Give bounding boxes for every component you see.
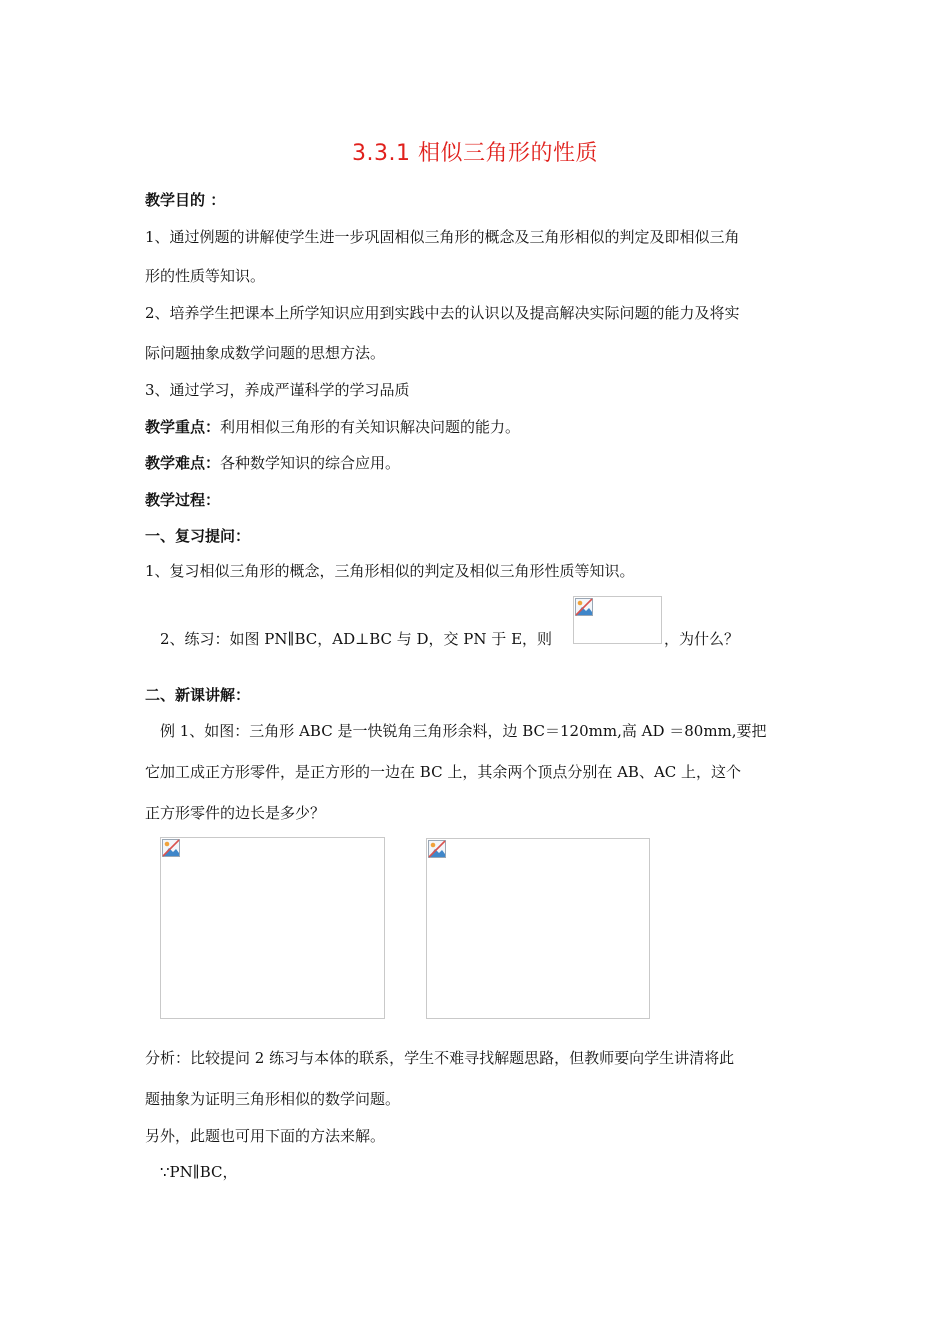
review-item-2-text: 2、练习：如图 PN∥BC，AD⊥BC 与 D，交 PN 于 E，则 [160,630,553,648]
broken-image-icon [575,598,593,616]
since-line: ∵PN∥BC， [160,1163,238,1181]
objectives-heading: 教学目的 ： [145,191,226,209]
difficulty [145,453,400,473]
figure-image-1 [160,837,385,1019]
example-line-3: 正方形零件的边长是多少？ [145,804,326,822]
process-heading: 教学过程： [145,491,221,509]
figure-image-2 [426,838,650,1019]
objective-1-line-2: 形的性质等知识。 [145,267,266,285]
review-heading: 一、复习提问： [145,527,251,545]
broken-image-icon [428,840,446,858]
objective-2-line-1: 2、培养学生把课本上所学知识应用到实践中去的认识以及提高解决实际问题的能力及将实 [145,304,740,322]
analysis-line-2: 题抽象为证明三角形相似的数学问题。 [145,1090,401,1108]
alt-method: 另外，此题也可用下面的方法来解。 [145,1127,386,1145]
example-line-2: 它加工成正方形零件，是正方形的一边在 BC 上，其余两个顶点分别在 AB、AC 上，这个 [145,763,742,781]
broken-image-icon [162,839,180,857]
formula-image [573,596,662,644]
difficulty-text: 各种数学知识的综合应用。 [220,454,401,472]
objective-2-line-2: 际问题抽象成数学问题的思想方法。 [145,344,386,362]
difficulty-label: 教学难点： [145,454,221,472]
objective-1-line-1: 1、通过例题的讲解使学生进一步巩固相似三角形的概念及三角形相似的判定及即相似三角 [145,228,740,246]
review-item-1: 1、复习相似三角形的概念，三角形相似的判定及相似三角形性质等知识。 [145,562,635,580]
key-point-label: 教学重点： [145,418,221,436]
page-title: 3.3.1 相似三角形的性质 [352,141,598,166]
objective-3: 3、通过学习，养成严谨科学的学习品质 [145,381,410,399]
new-lesson-heading: 二、新课讲解： [145,686,251,704]
example-line-1: 例 1、如图：三角形 ABC 是一快锐角三角形余料，边 BC＝120mm,高 AD ＝80mm,要把 [160,722,767,740]
key-point-text: 利用相似三角形的有关知识解决问题的能力。 [220,418,521,436]
analysis-line-1: 分析：比较提问 2 练习与本体的联系，学生不难寻找解题思路，但教师要向学生讲清将此 [145,1049,735,1067]
review-item-2-suffix: ，为什么？ [664,630,740,648]
key-point [145,417,520,437]
